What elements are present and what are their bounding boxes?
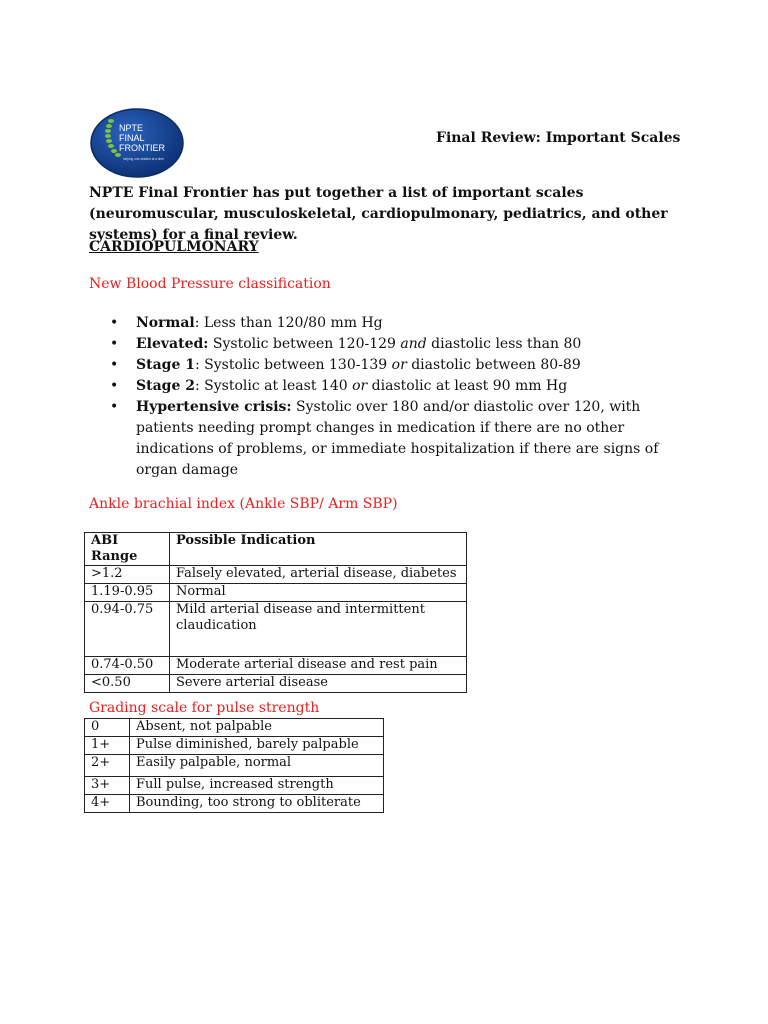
- bp-description: Less than 120/80 mm Hg: [199, 315, 383, 331]
- table-row: [85, 602, 467, 657]
- bp-description: Systolic over 180 and/or diastolic over 120, with patients needing prompt changes in medication if there are no other indications of problems, or immediate hospitalization if there are signs of organ damage: [136, 399, 659, 478]
- bullet-icon: •: [110, 315, 119, 331]
- logo-tagline: helping one student at a time: [123, 157, 164, 161]
- pulse-grade-cell: 0: [85, 719, 130, 737]
- pulse-grading-heading: Grading scale for pulse strength: [89, 700, 320, 716]
- bullet-icon: •: [110, 378, 119, 394]
- pulse-grade-cell: 3+: [85, 777, 130, 795]
- bp-description: diastolic between 80-89: [406, 357, 581, 373]
- abi-range-cell: <0.50: [85, 675, 170, 693]
- abi-indication-cell: Normal: [170, 584, 467, 602]
- logo-line-2: FINAL: [119, 133, 145, 143]
- bp-category-term: Normal: [136, 315, 195, 331]
- document-title: Final Review: Important Scales: [436, 130, 681, 146]
- table-row: [85, 566, 467, 584]
- table-row: [85, 584, 467, 602]
- table-row: [85, 755, 384, 777]
- table-row: [85, 657, 467, 675]
- abi-indication-cell: Mild arterial disease and intermittent claudication: [170, 602, 467, 657]
- bp-term-separator: :: [194, 357, 200, 373]
- list-item: [110, 355, 690, 376]
- bp-conjunction: or: [391, 357, 407, 373]
- pulse-grade-cell: 2+: [85, 755, 130, 777]
- abi-table-header-row: [85, 533, 467, 566]
- pulse-grade-cell: 4+: [85, 795, 130, 813]
- bp-description: diastolic at least 90 mm Hg: [367, 378, 568, 394]
- bp-term-separator: :: [194, 315, 200, 331]
- pulse-description-cell: Pulse diminished, barely palpable: [130, 737, 384, 755]
- abi-column-header-range: ABI Range: [85, 533, 170, 566]
- abi-column-header-indication: Possible Indication: [170, 533, 467, 566]
- bp-classification-list: [110, 313, 690, 481]
- list-item: [110, 397, 690, 481]
- pulse-description-cell: Absent, not palpable: [130, 719, 384, 737]
- bp-category-term: Elevated:: [136, 336, 209, 352]
- abi-range-cell: 0.74-0.50: [85, 657, 170, 675]
- pulse-description-cell: Full pulse, increased strength: [130, 777, 384, 795]
- intro-paragraph: NPTE Final Frontier has put together a list of important scales (neuromuscular, musculoskeletal, cardiopulmonary, pediatrics, and other systems) for a final review.: [89, 185, 668, 243]
- bp-term-separator: :: [194, 378, 200, 394]
- bp-category-term: Stage 1: [136, 357, 195, 373]
- logo-line-1: NPTE: [119, 123, 144, 133]
- bp-category-term: Stage 2: [136, 378, 195, 394]
- bp-description: diastolic less than 80: [426, 336, 582, 352]
- list-item: [110, 376, 690, 397]
- table-row: [85, 795, 384, 813]
- bp-conjunction: or: [352, 378, 368, 394]
- abi-range-cell: >1.2: [85, 566, 170, 584]
- table-row: [85, 777, 384, 795]
- table-row: [85, 719, 384, 737]
- table-row: [85, 675, 467, 693]
- logo-line-3: FRONTIER: [119, 143, 165, 153]
- abi-range-cell: 1.19-0.95: [85, 584, 170, 602]
- bp-conjunction: and: [400, 336, 427, 352]
- bp-description: Systolic between 130-139: [199, 357, 392, 373]
- list-item: [110, 334, 690, 355]
- pulse-description-cell: Easily palpable, normal: [130, 755, 384, 777]
- pulse-description-cell: Bounding, too strong to obliterate: [130, 795, 384, 813]
- table-row: [85, 737, 384, 755]
- bullet-icon: •: [110, 399, 119, 415]
- abi-table: [84, 532, 467, 693]
- pulse-grading-table: [84, 718, 384, 813]
- abi-indication-cell: Severe arterial disease: [170, 675, 467, 693]
- bp-description: Systolic between 120-129: [208, 336, 401, 352]
- list-item: [110, 313, 690, 334]
- abi-indication-cell: Falsely elevated, arterial disease, diabetes: [170, 566, 467, 584]
- npte-final-frontier-logo: [89, 107, 185, 179]
- section-heading-cardiopulmonary: CARDIOPULMONARY: [89, 239, 259, 255]
- pulse-grade-cell: 1+: [85, 737, 130, 755]
- abi-range-cell: 0.94-0.75: [85, 602, 170, 657]
- abi-indication-cell: Moderate arterial disease and rest pain: [170, 657, 467, 675]
- bullet-icon: •: [110, 357, 119, 373]
- bp-category-term: Hypertensive crisis:: [136, 399, 292, 415]
- abi-heading: Ankle brachial index (Ankle SBP/ Arm SBP): [89, 496, 398, 512]
- bp-description: Systolic at least 140: [199, 378, 353, 394]
- bullet-icon: •: [110, 336, 119, 352]
- bp-classification-heading: New Blood Pressure classification: [89, 276, 331, 292]
